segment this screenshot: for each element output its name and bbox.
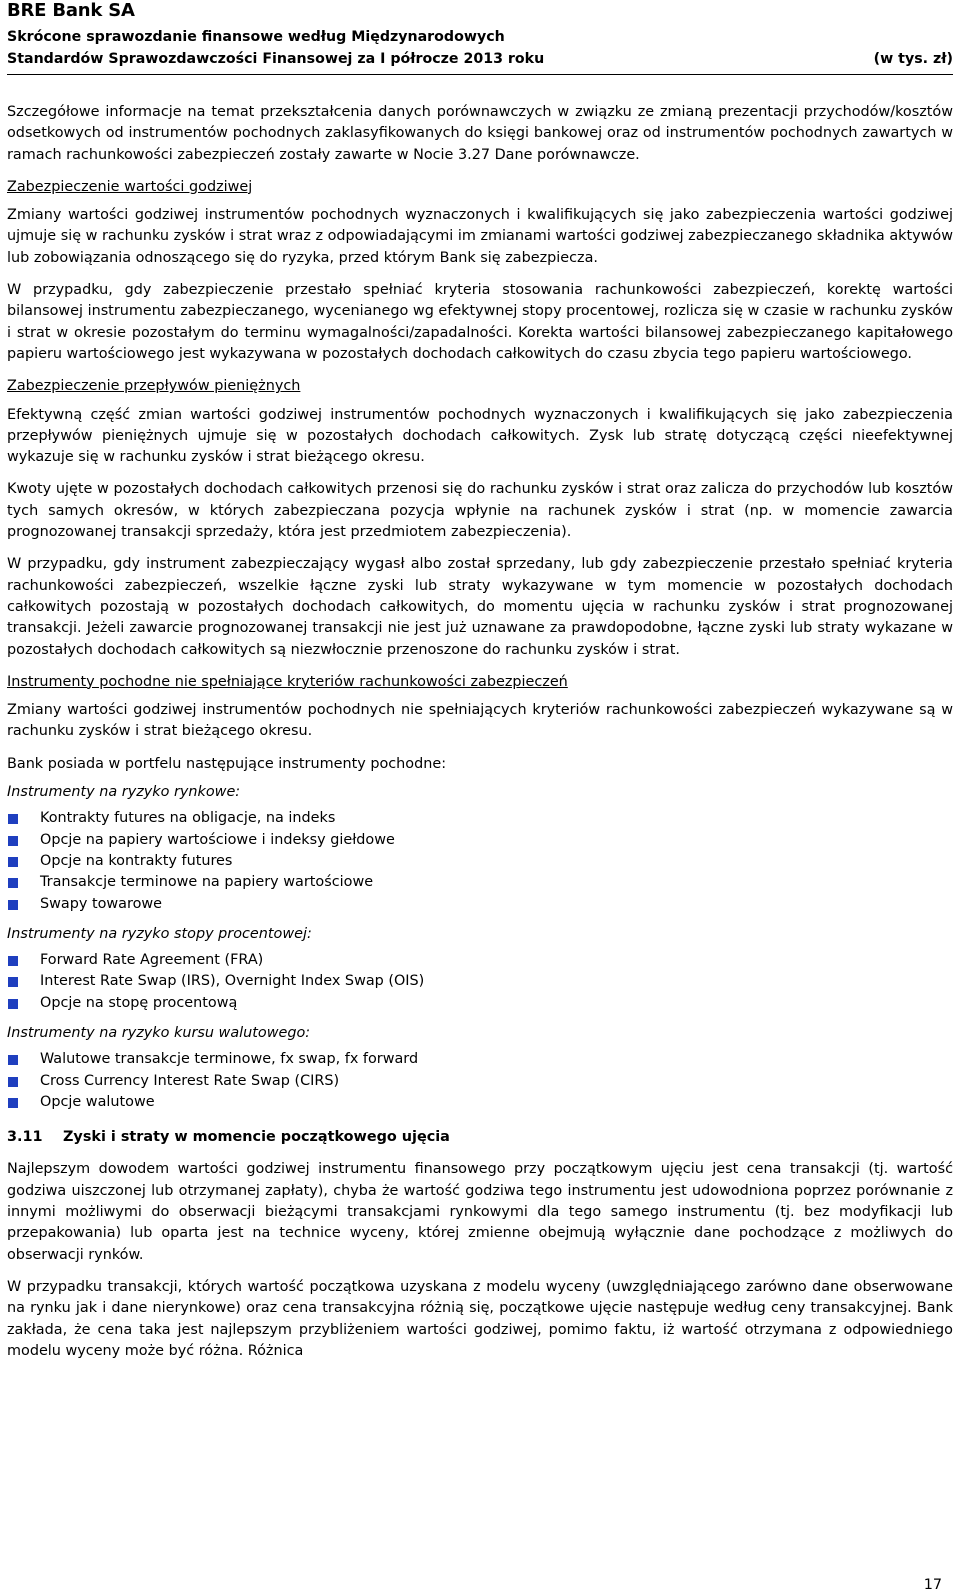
square-bullet-icon [8, 857, 18, 867]
square-bullet-icon [8, 1098, 18, 1108]
day-one-paragraph-2: W przypadku transakcji, których wartość początkowa uzyskana z modelu wyceny (uwzględniającego zarówno dane obserwowane na rynku jak i dane nierynkowe) oraz cena transakcyjna różnią się, początkowe ujęcie następuje według ceny transakcyjnej. Bank zakłada, że cena taka jest najlepszym przybliżeniem wartości godziwej, pomimo faktu, iż wartość otrzymana z odpowiedniego modelu wyceny może być różna. Różnica [7, 1278, 953, 1359]
fx-risk-list [7, 1049, 953, 1113]
report-title-line1: Skrócone sprawozdanie finansowe według Międzynarodowych [7, 29, 505, 45]
list-item: Opcje na papiery wartościowe i indeksy giełdowe [7, 830, 953, 851]
portfolio-intro: Bank posiada w portfelu następujące instrumenty pochodne: [7, 755, 447, 772]
fair-value-hedge-heading: Zabezpieczenie wartości godziwej [7, 178, 253, 195]
list-item: Walutowe transakcje terminowe, fx swap, fx forward [7, 1049, 953, 1070]
square-bullet-icon [8, 900, 18, 910]
square-bullet-icon [8, 836, 18, 846]
fx-risk-label: Instrumenty na ryzyko kursu walutowego: [7, 1024, 311, 1041]
list-item: Interest Rate Swap (IRS), Overnight Index Swap (OIS) [7, 971, 953, 992]
non-hedge-paragraph: Zmiany wartości godziwej instrumentów pochodnych nie spełniających kryteriów rachunkowości zabezpieczeń wykazywane są w rachunku zysków i strat bieżącego okresu. [7, 702, 953, 740]
day-one-paragraph-1: Najlepszym dowodem wartości godziwej instrumentu finansowego przy początkowym ujęciu jest cena transakcji (tj. wartość godziwa uiszczonej lub otrzymanej zapłaty), chyba że wartość godziwa tego instrumentu jest udowodniona poprzez porównanie z innymi możliwymi do obserwacji bieżącymi transakcjami rynkowymi dla tego samego instrumentu (tj. bez modyfikacji lub przepakowania) lub oparta jest na technice wyceny, której zmienne obejmują wyłącznie dane pochodzące z możliwych do obserwacji rynków. [7, 1161, 953, 1263]
list-item: Forward Rate Agreement (FRA) [7, 950, 953, 971]
square-bullet-icon [8, 999, 18, 1009]
cash-flow-paragraph-2: Kwoty ujęte w pozostałych dochodach całkowitych przenosi się do rachunku zysków i strat oraz zalicza do przychodów lub kosztów tych samych okresów, w których zabezpieczana pozycja wpłynie na rachunek zysków i strat (np. w momencie zawarcia prognozowanej transakcji sprzedaży, która jest przedmiotem zabezpieczenia). [7, 481, 953, 541]
fair-value-paragraph-1: Zmiany wartości godziwej instrumentów pochodnych wyznaczonych i kwalifikujących się jako zabezpieczenia wartości godziwej ujmuje się w rachunku zysków i strat wraz z odpowiadającymi im zmianami wartości godziwej zabezpieczanego składnika aktywów lub zobowiązania odnoszącego się do ryzyka, przed którym Bank się zabezpiecza. [7, 207, 953, 266]
list-item: Opcje na kontrakty futures [7, 851, 953, 872]
section-title: Zyski i straty w momencie początkowego ujęcia [63, 1129, 450, 1146]
report-title-line2: Standardów Sprawozdawczości Finansowej za I półrocze 2013 roku [7, 51, 545, 67]
list-item: Kontrakty futures na obligacje, na indeks [7, 808, 953, 829]
list-item: Swapy towarowe [7, 894, 953, 915]
cash-flow-hedge-heading: Zabezpieczenie przepływów pieniężnych [7, 378, 301, 395]
square-bullet-icon [8, 977, 18, 987]
list-item: Transakcje terminowe na papiery wartościowe [7, 872, 953, 893]
square-bullet-icon [8, 1077, 18, 1087]
interest-rate-risk-label: Instrumenty na ryzyko stopy procentowej: [7, 925, 312, 942]
fair-value-paragraph-2: W przypadku, gdy zabezpieczenie przestało spełniać kryteria stosowania rachunkowości zabezpieczeń, korektę wartości bilansowej instrumentu zabezpieczanego, wycenianego wg efektywnej stopy procentowej, rozlicza się w czasie w rachunku zysków i strat w okresie pozostałym do terminu wymagalności/zapadalności. Korekta wartości bilansowej zabezpieczanego kapitałowego papieru wartościowego jest wykazywana w pozostałych dochodach całkowitych do czasu zbycia tego papieru wartościowego. [7, 282, 953, 362]
intro-paragraph: Szczegółowe informacje na temat przekształcenia danych porównawczych w związku ze zmianą prezentacji przychodów/kosztów odsetkowych od instrumentów pochodnych zaklasyfikowanych do księgi bankowej oraz od instrumentów pochodnych zawartych w ramach rachunkowości zabezpieczeń zostały zawarte w Nocie 3.27 Dane porównawcze. [7, 104, 953, 163]
section-heading [7, 1127, 953, 1148]
header-divider [7, 74, 953, 75]
square-bullet-icon [8, 878, 18, 888]
list-item: Cross Currency Interest Rate Swap (CIRS) [7, 1071, 953, 1092]
section-number: 3.11 [7, 1129, 43, 1146]
market-risk-list [7, 808, 953, 914]
interest-rate-risk-list [7, 950, 953, 1014]
cash-flow-paragraph-3: W przypadku, gdy instrument zabezpieczający wygasł albo został sprzedany, lub gdy zabezpieczenie przestało spełniać kryteria rachunkowości zabezpieczeń, wszelkie łączne zyski lub straty wykazywane w tym momencie w pozostałych dochodach całkowitych pozostają w pozostałych dochodach całkowitych, do momentu ujęcia w rachunku zysków i strat prognozowanej transakcji. Jeżeli zawarcie prognozowanej transakcji nie jest już uznawane za prawdopodobne, łączne zyski lub straty wykazane w pozostałych dochodach całkowitych są niezwłocznie przenoszone do rachunku zysków i strat. [7, 556, 953, 658]
square-bullet-icon [8, 1055, 18, 1065]
non-hedge-derivatives-heading: Instrumenty pochodne nie spełniające kryteriów rachunkowości zabezpieczeń [7, 673, 568, 690]
list-item: Opcje walutowe [7, 1092, 953, 1113]
currency-unit: (w tys. zł) [873, 51, 953, 67]
company-name: BRE Bank SA [7, 0, 135, 21]
page-number: 17 [923, 1577, 942, 1593]
list-item: Opcje na stopę procentową [7, 993, 953, 1014]
square-bullet-icon [8, 814, 18, 824]
document-body [7, 102, 953, 1373]
market-risk-label: Instrumenty na ryzyko rynkowe: [7, 784, 241, 801]
cash-flow-paragraph-1: Efektywną część zmian wartości godziwej instrumentów pochodnych wyznaczonych i kwalifikujących się jako zabezpieczenia przepływów pieniężnych ujmuje się w pozostałych dochodach całkowitych. Zysk lub stratę dotyczącą części nieefektywnej wykazuje się w rachunku zysków i strat bieżącego okresu. [7, 406, 953, 466]
square-bullet-icon [8, 956, 18, 966]
